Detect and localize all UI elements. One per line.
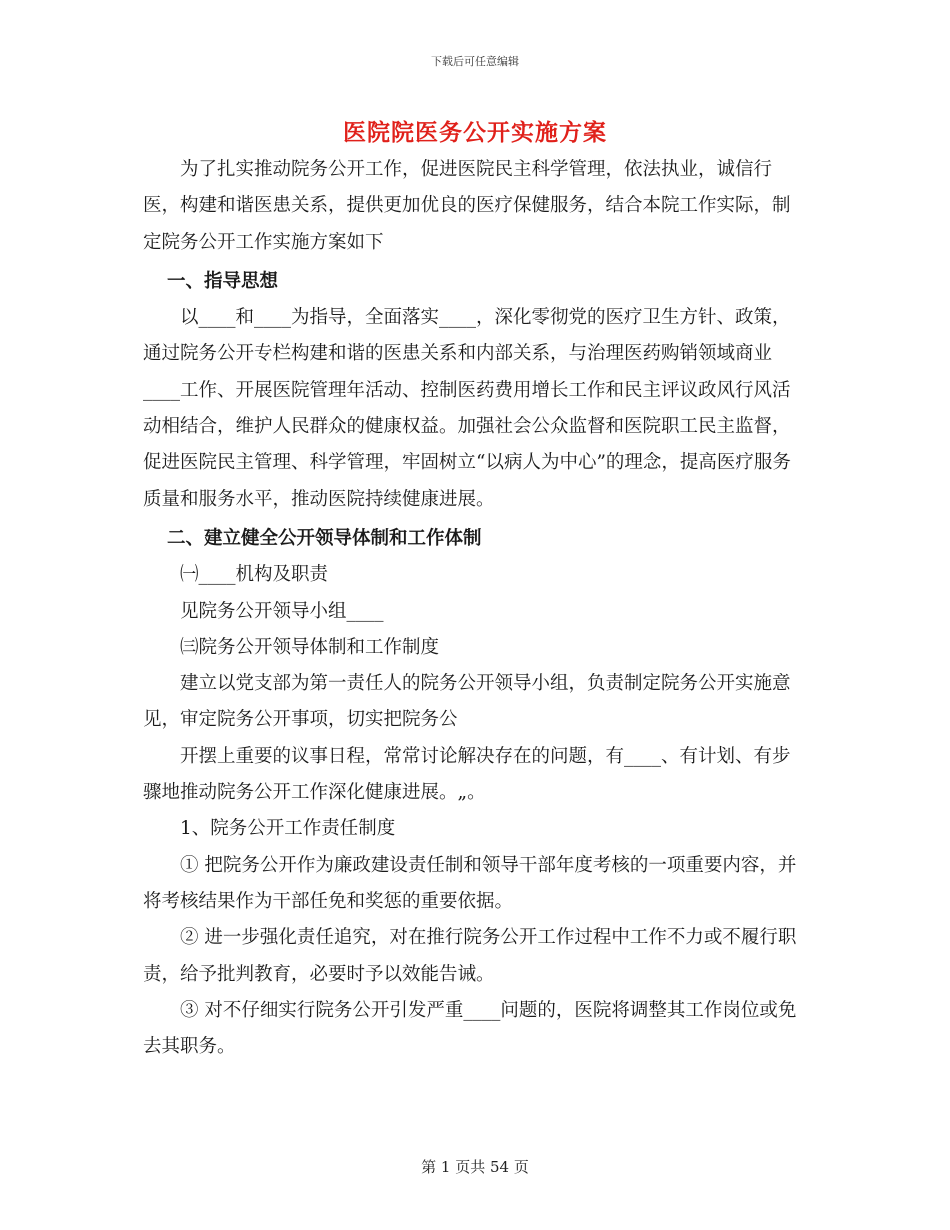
document-body (143, 152, 803, 1065)
subsection-heading-1: ㈠____机构及职责 (180, 564, 329, 586)
list-item-3: ③ 对不仔细实行院务公开引发严重____问题的，医院将调整其工作岗位或免去其职务。 (143, 999, 797, 1058)
page-footer: 第 1 页共 54 页 (421, 1158, 529, 1176)
intro-paragraph: 为了扎实推动院务公开工作，促进医院民主科学管理，依法执业，诚信行医，构建和谐医患关系，提供更加优良的医疗保健服务，结合本院工作实际，制定院务公开工作实施方案如下 (143, 159, 791, 253)
subsection-heading-2: ㈢院务公开领导体制和工作制度 (180, 636, 440, 658)
section-heading-2: 二、建立健全公开领导体制和工作体制 (167, 527, 482, 549)
list-item-2: ② 进一步强化责任追究，对在推行院务公开工作过程中工作不力或不履行职责，给予批判教育，必要时予以效能告诫。 (143, 927, 797, 985)
guiding-ideology-paragraph: 以____和____为指导，全面落实____，深化零彻党的医疗卫生方针、政策，通过院务公开专栏构建和谐的医患关系和内部关系，与治理医药购销领域商业____工作、开展医院管理年活动、控制医药费用增长工作和民主评议政风行风活动相结合，维护人民群众的健康权益。加强社会公众监督和医院职工民主监督，促进医院民主管理、科学管理，牢固树立“以病人为中心”的理念，提高医疗服务质量和服务水平，推动医院持续健康进展。 (143, 307, 791, 510)
leadership-paragraph-cont: 开摆上重要的议事日程，常常讨论解决存在的问题，有____、有计划、有步骤地推动院务公开工作深化健康进展。„。 (143, 745, 791, 804)
document-title: 医院院医务公开实施方案 (343, 119, 607, 146)
section-heading-1: 一、指导思想 (167, 270, 279, 292)
list-item-1: ① 把院务公开作为廉政建设责任制和领导干部年度考核的一项重要内容，并将考核结果作为干部任免和奖惩的重要依据。 (143, 854, 797, 912)
header-note: 下载后可任意编辑 (431, 55, 519, 68)
responsibility-heading: 1、院务公开工作责任制度 (180, 818, 396, 840)
subsection-text-1: 见院务公开领导小组____ (180, 600, 384, 622)
leadership-paragraph: 建立以党支部为第一责任人的院务公开领导小组，负责制定院务公开实施意见，审定院务公开事项，切实把院务公 (143, 673, 791, 731)
